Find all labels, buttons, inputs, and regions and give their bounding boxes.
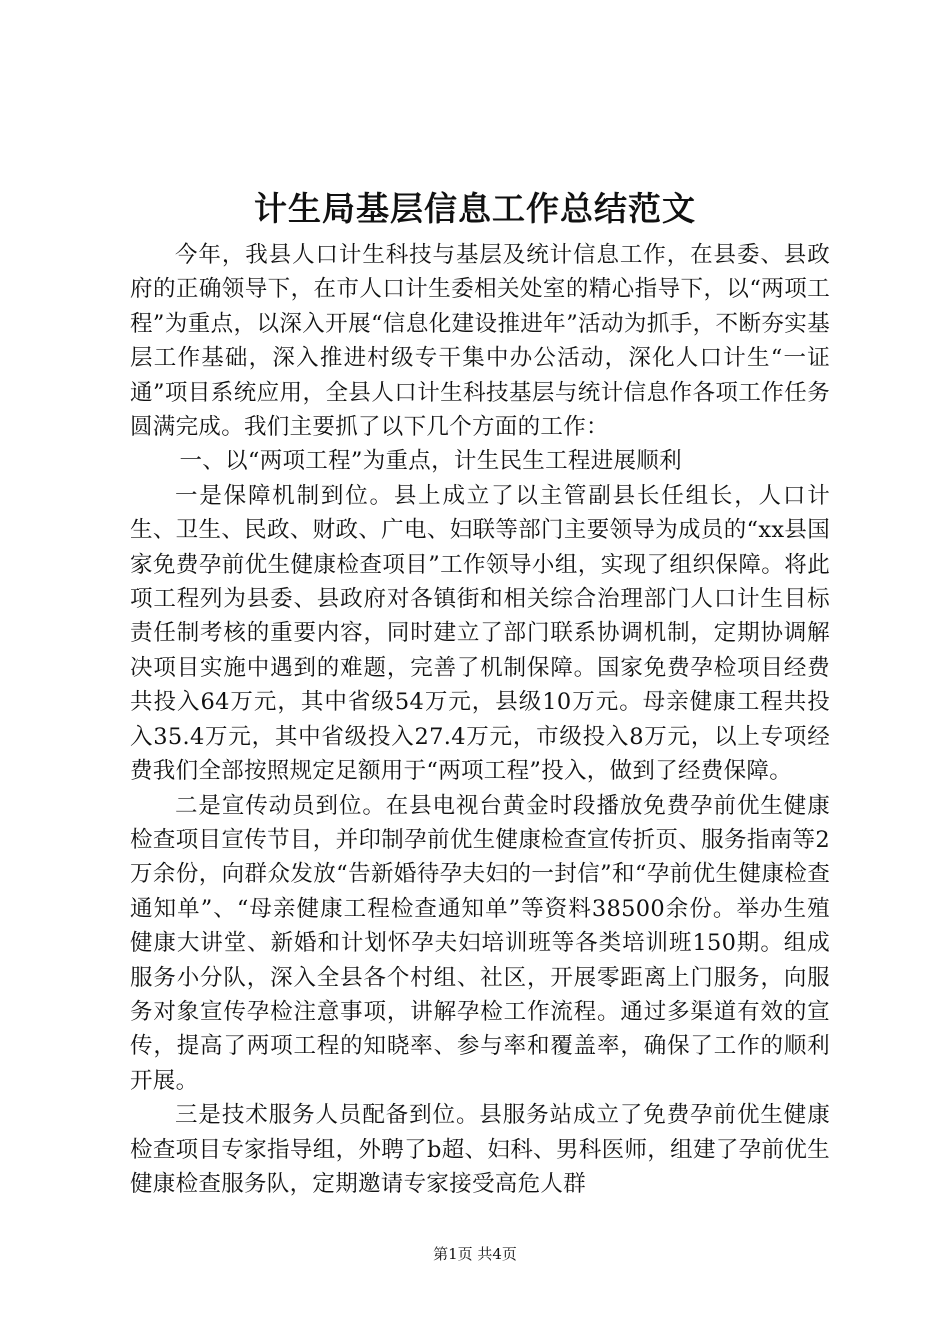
section-heading-1: 一、以“两项工程”为重点，计生民生工程进展顺利 [179,448,682,475]
paragraph-publicity: 二是宣传动员到位。在县电视台黄金时段播放免费孕前优生健康检查项目宣传节目，并印制孕前优生健康检查宣传折页、服务指南等2万余份，向群众发放“告新婚待孕夫妇的一封信”和“孕前优生健康检查通知单”、“母亲健康工程检查通知单”等资料38500余份。举办生殖健康大讲堂、新婚和计划怀孕夫妇培训班等各类培训班150期。组成服务小分队，深入全县各个村组、社区，开展零距离上门服务，向服务对象宣传孕检注意事项，讲解孕检工作流程。通过多渠道有效的宣传，提高了两项工程的知晓率、参与率和覆盖率，确保了工作的顺利开展。 [130,792,830,1094]
paragraph-guarantee-mechanism: 一是保障机制到位。县上成立了以主管副县长任组长，人口计生、卫生、民政、财政、广电、妇联等部门主要领导为成员的“xx县国家免费孕前优生健康检查项目”工作领导小组，实现了组织保障。将此项工程列为县委、县政府对各镇街和相关综合治理部门人口计生目标责任制考核的重要内容，同时建立了部门联系协调机制，定期协调解决项目实施中遇到的难题，完善了机制保障。国家免费孕检项目经费共投入64万元，其中省级54万元，县级10万元。母亲健康工程共投入35.4万元，其中省级投入27.4万元，市级投入8万元，以上专项经费我们全部按照规定足额用于“两项工程”投入，做到了经费保障。 [130,482,830,785]
paragraph-intro: 今年，我县人口计生科技与基层及统计信息工作，在县委、县政府的正确领导下，在市人口计生委相关处室的精心指导下，以“两项工程”为重点，以深入开展“信息化建设推进年”活动为抓手，不断夯实基层工作基础，深入推进村级专干集中办公活动，深化人口计生“一证通”项目系统应用，全县人口计生科技基层与统计信息作各项工作任务圆满完成。我们主要抓了以下几个方面的工作： [130,242,830,441]
document-title: 计生局基层信息工作总结范文 [254,189,696,228]
paragraph-technical-staff: 三是技术服务人员配备到位。县服务站成立了免费孕前优生健康检查项目专家指导组，外聘了b超、妇科、男科医师，组建了孕前优生健康检查服务队，定期邀请专家接受高危人群 [130,1102,830,1197]
document-body [130,238,830,1201]
page-footer: 第1页 共4页 [433,1245,517,1263]
